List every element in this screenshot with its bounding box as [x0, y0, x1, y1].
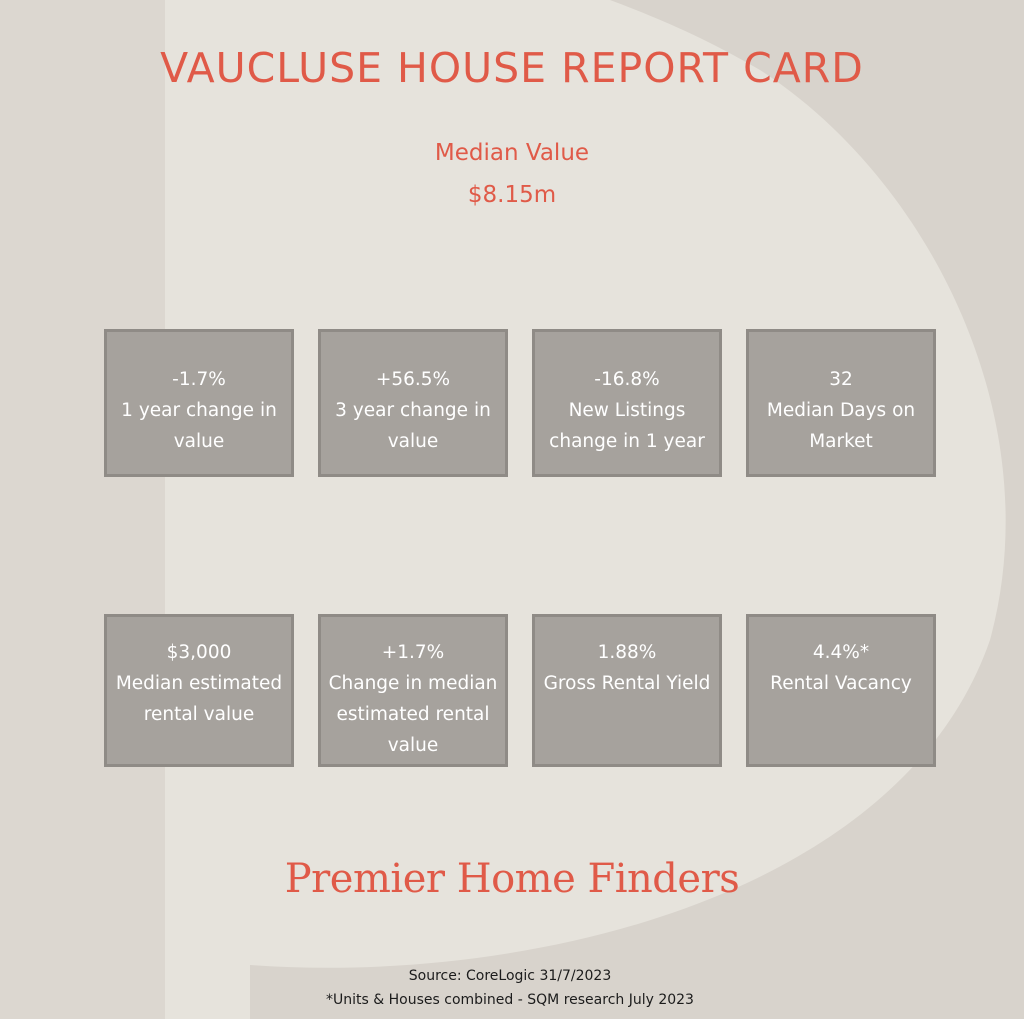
- stat-label-line: Gross Rental Yield: [543, 673, 711, 694]
- source-note: *Units & Houses combined - SQM research July 2023: [326, 992, 694, 1008]
- stat-label-line: Rental Vacancy: [770, 673, 912, 694]
- stat-label-line: New Listings: [568, 400, 686, 421]
- stat-label-line: 1 year change in: [121, 400, 277, 421]
- stat-value: 4.4%*: [812, 642, 870, 663]
- stat-label-line: Market: [809, 431, 873, 452]
- stat-label-line: estimated rental: [336, 704, 490, 725]
- footer-source: [0, 964, 1024, 1012]
- stat-card-rental-change: [318, 614, 508, 767]
- source-line: Source: CoreLogic 31/7/2023: [408, 968, 612, 984]
- stat-card-3-year-change: [318, 329, 508, 477]
- stat-label-line: value: [387, 735, 439, 756]
- stat-card-rental-vacancy: [746, 614, 936, 767]
- stat-value: +56.5%: [375, 369, 451, 390]
- stat-card-gross-yield: [532, 614, 722, 767]
- stat-label-line: value: [173, 431, 225, 452]
- stat-value: $3,000: [166, 642, 232, 663]
- stat-label-line: Median estimated: [115, 673, 283, 694]
- stat-value: -16.8%: [594, 369, 660, 390]
- stat-card-new-listings: [532, 329, 722, 477]
- stat-label-line: 3 year change in: [335, 400, 491, 421]
- brand-logo-text: Premier Home Finders: [284, 856, 740, 902]
- stat-card-days-on-market: [746, 329, 936, 477]
- stat-value: +1.7%: [381, 642, 445, 663]
- stat-value: -1.7%: [172, 369, 226, 390]
- stat-card-median-rental: [104, 614, 294, 767]
- stat-value: 1.88%: [597, 642, 657, 663]
- page-title: VAUCLUSE HOUSE REPORT CARD: [160, 44, 864, 92]
- stat-card-1-year-change: [104, 329, 294, 477]
- stat-label-line: Change in median: [328, 673, 498, 694]
- stat-label-line: rental value: [143, 704, 255, 725]
- stat-value: 32: [829, 369, 853, 390]
- stat-label-line: Median Days on: [766, 400, 916, 421]
- median-value-label: Median Value: [434, 140, 590, 166]
- median-value: $8.15m: [467, 182, 557, 208]
- stat-label-line: value: [387, 431, 439, 452]
- stat-label-line: change in 1 year: [549, 431, 705, 452]
